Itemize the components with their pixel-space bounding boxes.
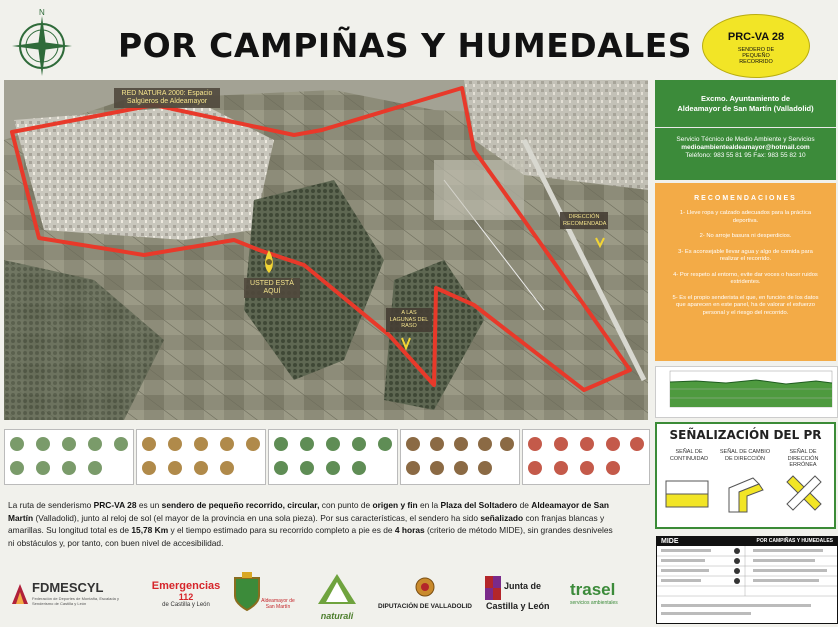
route-badge: [702, 14, 810, 78]
wrong-direction-sign-icon: [783, 474, 823, 514]
mide-route: POR CAMPIÑAS Y HUMEDALES: [756, 538, 833, 544]
elevation-profile: [655, 366, 838, 418]
species-group: [268, 429, 398, 485]
coat-of-arms-icon: [232, 572, 262, 612]
trasel-subtitle: servicios ambientales: [570, 600, 618, 606]
naturalia-leaf-icon: [312, 572, 362, 606]
desc-bold: PRC-VA 28: [93, 500, 137, 510]
desc-text: (criterio de método MIDE), sin grandes desniveles ni obstáculos y, por tanto, con buen nivel de accesibilidad.: [8, 525, 613, 548]
desc-bold: origen y fin: [372, 500, 418, 510]
aldeamayor-logo: [232, 572, 295, 620]
town-hall-line1: Excmo. Ayuntamiento de: [700, 94, 791, 103]
desc-text: La ruta de senderismo: [8, 500, 94, 510]
emergencias-region: de Castilla y León: [162, 602, 210, 608]
service-name: Servicio Técnico de Medio Ambiente y Servicios: [676, 136, 815, 143]
map-label-recommended-direction: DIRECCIÓN RECOMENDADA: [560, 212, 608, 229]
emergencias-logo: [142, 580, 230, 608]
desc-bold: 4 horas: [394, 525, 425, 536]
species-group: [522, 429, 650, 485]
species-illustrations: [5, 430, 133, 484]
desc-text: es un: [136, 500, 162, 510]
recommendation-item: 1- Lleve ropa y calzado adecuados para la práctica deportiva.: [679, 210, 812, 224]
compass-rose-icon: [10, 6, 74, 80]
aldeamayor-name: Aldeamayor de San Martín: [261, 598, 295, 610]
town-hall-line2: Aldeamayor de San Martín (Valladolid): [677, 104, 814, 113]
turn-sign-icon: [725, 474, 765, 514]
species-illustrations: [269, 430, 397, 484]
species-group: [400, 429, 520, 485]
desc-bold: señalizado: [480, 512, 524, 523]
signage-continuity-label: SEÑAL DE CONTINUIDAD: [669, 449, 709, 462]
route-map: [4, 80, 648, 420]
mide-panel: [656, 536, 838, 624]
recommendations-heading: RECOMENDACIONES: [694, 195, 797, 202]
desc-bold: sendero de pequeño recorrido, circular,: [161, 500, 320, 510]
trasel-name: trasel: [570, 580, 616, 599]
route-badge-subtitle: SENDERO DE PEQUEÑO RECORRIDO: [737, 47, 775, 65]
signage-wrong-label: SEÑAL DE DIRECCIÓN ERRÓNEA: [787, 449, 819, 468]
desc-text: con franjas blancas y amarillas. Su longitud total es de: [8, 512, 605, 536]
map-label-red-natura: RED NATURA 2000: Espacio Salgüeros de Aldeamayor: [114, 88, 220, 108]
route-description: [8, 499, 618, 549]
desc-text: y el tiempo estimado para su recorrido completo a pie es de: [168, 525, 395, 536]
route-code: PRC-VA 28: [727, 31, 785, 43]
recommendation-item: 4- Por respeto al entorno, evite dar voces o hacer ruidos estridentes.: [673, 271, 818, 285]
desc-bold: Plaza del Soltadero: [440, 500, 518, 510]
contact-phone: Teléfono: 983 55 81 95 Fax: 983 55 82 10: [685, 152, 806, 159]
diputacion-name: DIPUTACIÓN DE VALLADOLID: [378, 603, 473, 610]
recommendation-item: 3- Es aconsejable llevar agua y algo de comida para realizar el recorrido.: [678, 248, 813, 262]
emergencias-text: Emergencias: [151, 580, 221, 592]
signage-turn-label: SEÑAL DE CAMBIO DE DIRECCIÓN: [719, 449, 771, 462]
species-illustrations: [137, 430, 265, 484]
page-title: POR CAMPIÑAS Y HUMEDALES: [118, 26, 693, 65]
junta-line1: Junta de: [504, 581, 542, 591]
map-label-lagunas: A LAS LAGUNAS DEL RASO: [386, 308, 432, 332]
naturalia-logo: [312, 572, 362, 620]
fdmescyl-name: FDMESCYL: [32, 580, 104, 595]
fdmescyl-logo: [10, 578, 130, 618]
mountain-logo-icon: [10, 580, 30, 606]
species-illustrations: [401, 430, 519, 484]
desc-text: (Valladolid), junto al reloj de sol (el mayor de la provincia en una sola pieza). Por sus características, el sendero ha sido: [33, 512, 481, 523]
trasel-logo: [570, 580, 650, 606]
map-image: [4, 80, 648, 420]
signage-heading: SEÑALIZACIÓN DEL PR: [669, 428, 822, 442]
desc-text: con punto de: [319, 500, 373, 510]
desc-bold: Aldeamayor de San Martín: [8, 500, 610, 523]
species-group: [4, 429, 134, 485]
recommendation-item: 5- Es el propio senderista el que, en función de los datos que aparecen en este panel, ha de valorar el esfuerzo personal y el riesgo del recorrido.: [672, 294, 819, 316]
species-illustrations: [523, 430, 649, 484]
recommendation-item: 2- No arroje basura ni desperdicios.: [699, 233, 792, 239]
desc-text: en la: [417, 500, 441, 510]
species-group: [136, 429, 266, 485]
junta-logo: [484, 575, 556, 621]
mide-label: MIDE: [661, 538, 679, 545]
junta-line2: Castilla y León: [486, 601, 550, 611]
recommendations-panel: [655, 183, 836, 361]
continuity-sign-icon: [665, 480, 709, 510]
diputacion-logo: [378, 576, 472, 610]
signage-panel: [655, 422, 836, 529]
naturalia-text: naturali: [320, 611, 354, 621]
junta-shield-icon: [484, 575, 502, 601]
species-strip: [4, 426, 648, 486]
desc-bold: 15,78 Km: [131, 525, 169, 536]
diputacion-crest-icon: [415, 576, 435, 598]
contact-email: medioambientealdeamayor@hotmail.com: [681, 144, 810, 151]
svg-text:N: N: [39, 8, 45, 17]
mide-table: [657, 546, 837, 622]
emergencias-number: 112: [178, 592, 194, 602]
fdmescyl-subtitle: Federación de Deportes de Montaña, Escalada y Senderismo de Castilla y León: [32, 596, 119, 606]
town-hall-panel: [655, 80, 836, 180]
map-label-you-are-here: USTED ESTÁ AQUÍ: [244, 278, 300, 298]
desc-text: de: [517, 500, 532, 510]
